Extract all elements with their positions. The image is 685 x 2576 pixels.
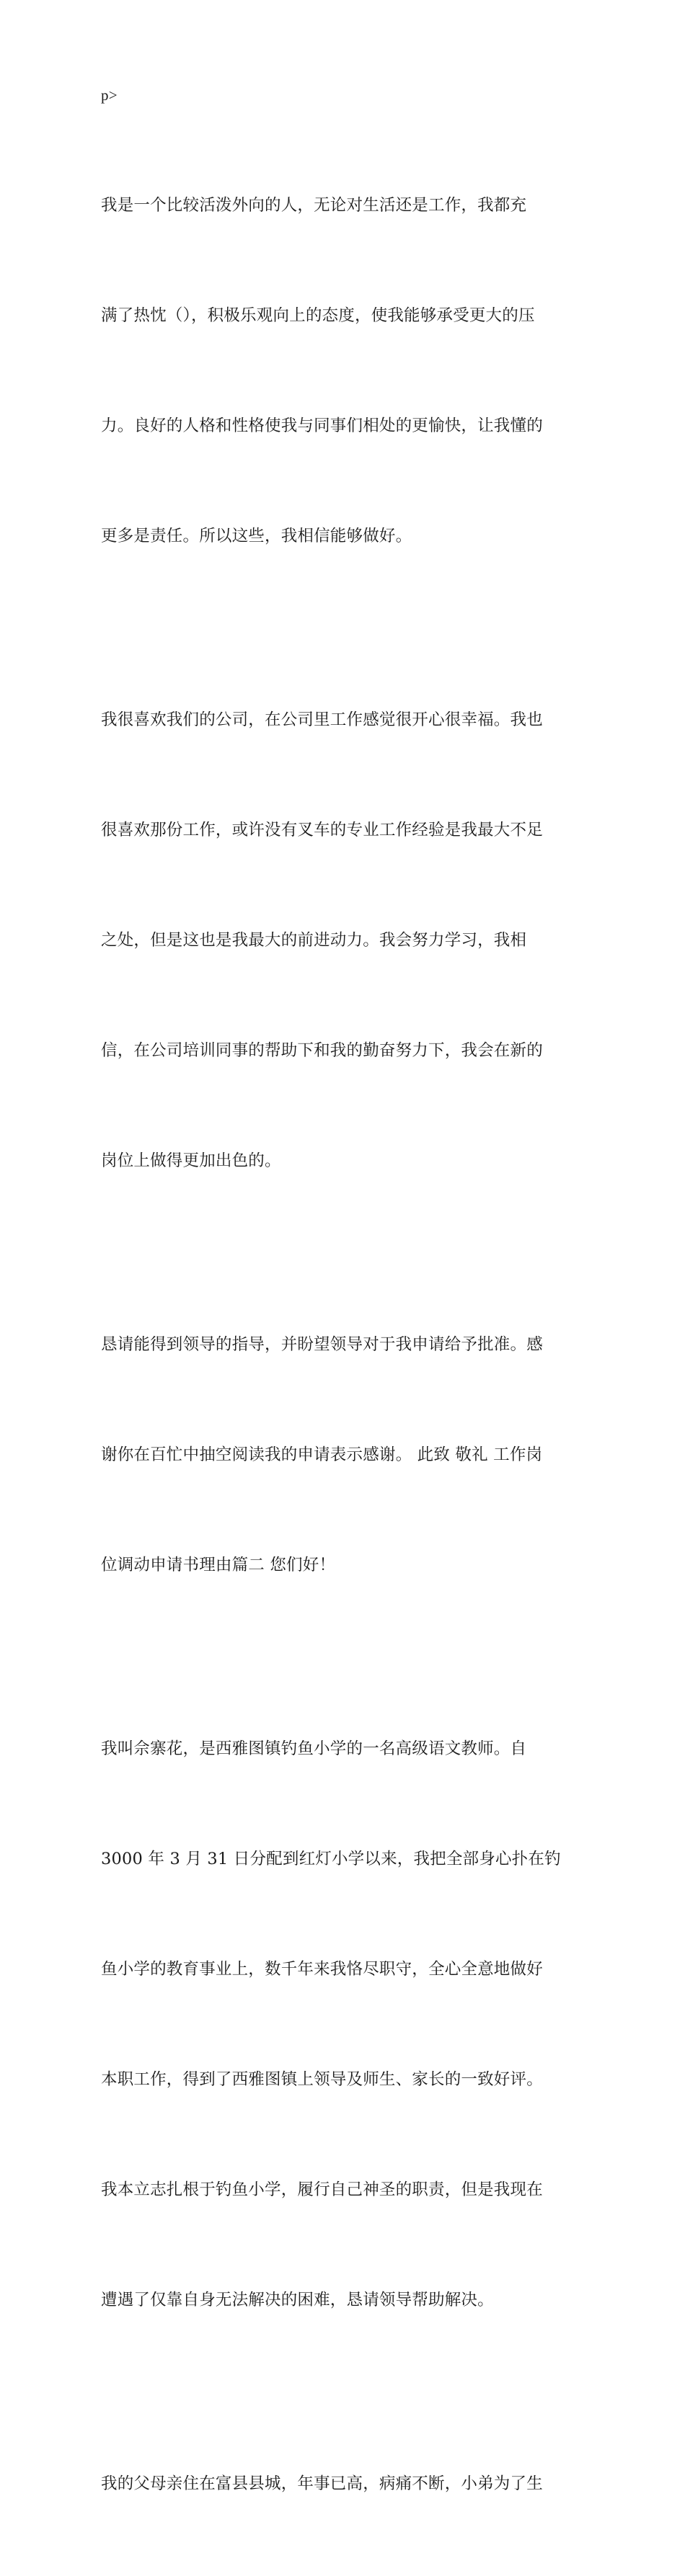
paragraph-introduction: [101, 1657, 591, 2392]
text-line: 满了热忱（），积极乐观向上的态度，使我能够承受更大的压: [101, 306, 535, 325]
text-line: 鱼小学的教育事业上，数千年来我恪尽职守，全心全意地做好: [101, 1960, 543, 1979]
text-line: 信，在公司培训同事的帮助下和我的勤奋努力下，我会在新的: [101, 1041, 543, 1060]
stray-tag-text: p>: [101, 86, 118, 104]
text-line: 位调动申请书理由篇二 您们好！: [101, 1556, 336, 1574]
document-body: [101, 77, 591, 2576]
paragraph-request: [101, 1253, 591, 1657]
text-line: 本职工作，得到了西雅图镇上领导及师生、家长的一致好评。: [101, 2070, 543, 2089]
text-line: 我是一个比较活泼外向的人，无论对生活还是工作，我都充: [101, 196, 527, 215]
text-line: 我本立志扎根于钓鱼小学，履行自己神圣的职责，但是我现在: [101, 2180, 543, 2199]
text-line: 很喜欢那份工作，或许没有叉车的专业工作经验是我最大不足: [101, 821, 543, 839]
text-line: 遭遇了仅靠自身无法解决的困难，恳请领导帮助解决。: [101, 2291, 494, 2309]
text-line: 3000 年 3 月 31 日分配到红灯小学以来，我把全部身心扑在钓: [101, 1850, 561, 1868]
text-line: 更多是责任。所以这些，我相信能够做好。: [101, 527, 412, 545]
paragraph-company: [101, 628, 591, 1253]
text-line: 谢你在百忙中抽空阅读我的申请表示感谢。 此致 敬礼 工作岗: [101, 1445, 543, 1464]
text-line: 恳请能得到领导的指导，并盼望领导对于我申请给予批准。感: [101, 1335, 543, 1354]
paragraph-personality: [101, 114, 591, 628]
text-line: 我很喜欢我们的公司，在公司里工作感觉很开心很幸福。我也: [101, 710, 543, 729]
text-line: 我叫佘寨花，是西雅图镇钓鱼小学的一名高级语文教师。自: [101, 1739, 527, 1758]
paragraph-family: [101, 2392, 591, 2576]
text-line: 岗位上做得更加出色的。: [101, 1151, 281, 1170]
text-line: 之处，但是这也是我最大的前进动力。我会努力学习，我相: [101, 931, 527, 950]
text-line: 我的父母亲住在富县县城，年事已高，病痛不断，小弟为了生: [101, 2474, 543, 2493]
text-line: 力。良好的人格和性格使我与同事们相处的更愉快，让我懂的: [101, 416, 543, 435]
